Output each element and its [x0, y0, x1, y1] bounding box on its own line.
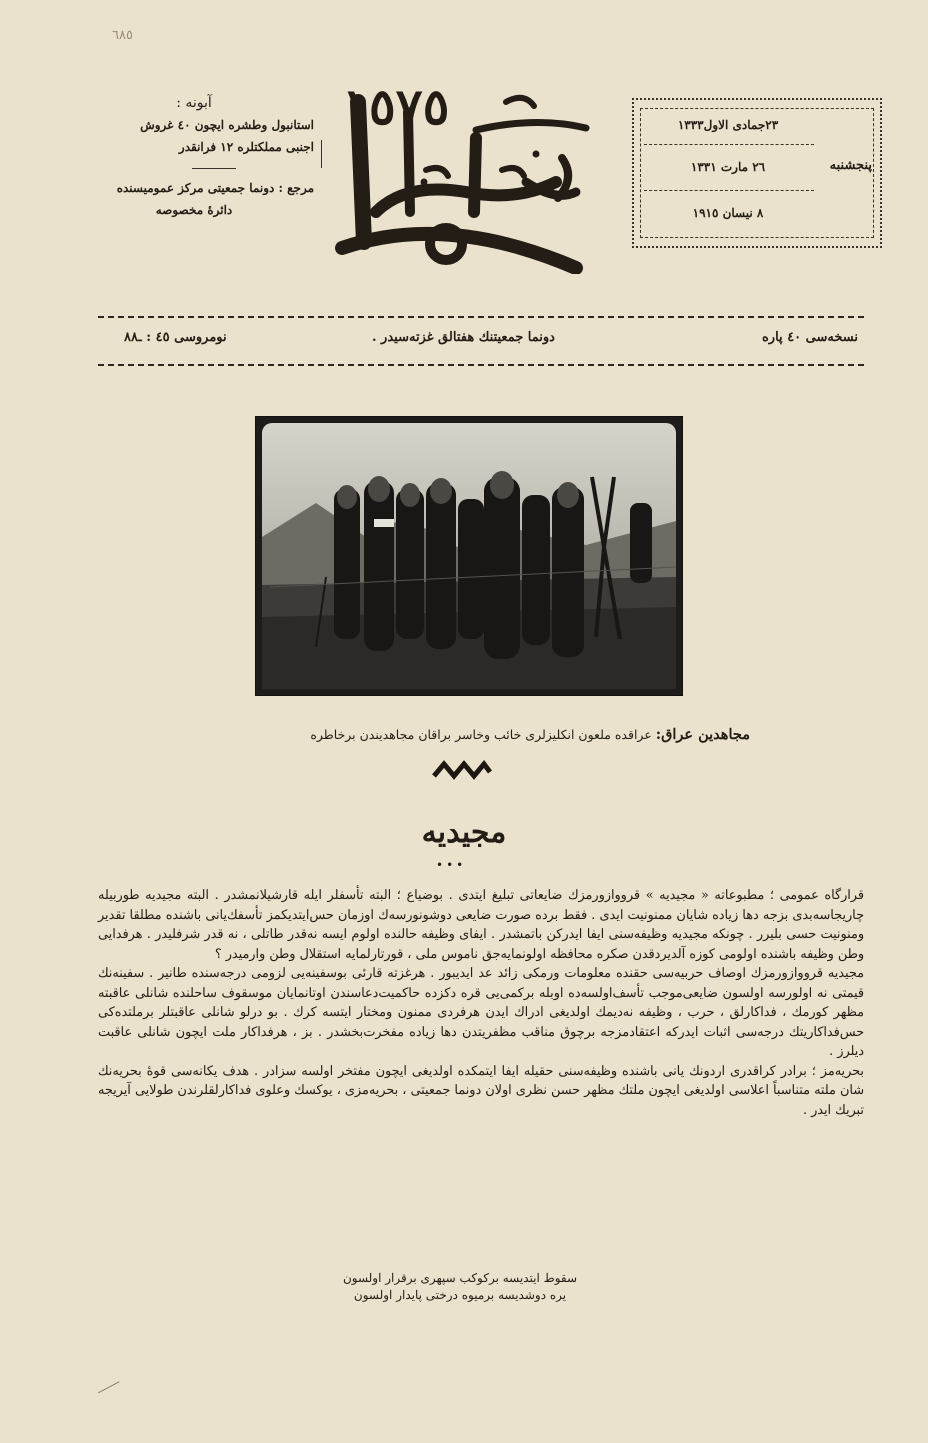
article-body — [98, 886, 864, 1120]
reference-department: دائرهٔ مخصوصه — [155, 203, 233, 217]
photo-caption — [150, 726, 750, 743]
article-paragraph: مجیدیه قرووازورمزك اوصاف حربیه‌سی حقنده معلومات ورمکی زائد عد ایدیبور . هرغزته قارئی بوسفینه‌یی لزومی درجه‌سنده طانیر . سفینه‌نك قیمتی نه اولورسه اولسون ضایعی‌موجب تأسف‌اولسه‌ده اوبله برکمی‌یی قره دکزده حاکمیت‌دعاسندن اوتانمایان موسقوف ساحلنده شانلی عاقبته مظهر کورمك ، فداکارلق ، حرب ، وظیفه نه‌دیمك اولدیغی ادراك ایدن هرفردی ممنون ومختار ایتسه کرك . بو درلو شانلی عاقبتلر برملتده‌کی حس‌فداکاریتك درجه‌سی اثبات ایدرکه اعتقادمزجه برچوق مناقب مظفریتدن دها زیاده مفخرت‌بخشدر . بز ، هرفداکار ملت ایچون شانلی عاقبت دیلرز . — [98, 966, 864, 1059]
divider — [644, 144, 814, 145]
tagline: دونما جمعیتنك هفتالق غزته‌سیدر . — [372, 330, 555, 345]
article-paragraph: قرارگاه عمومی ؛ مطبوعاته « مجیدیه » قرووازورمزك ضایعاتی تبلیغ ایتدی . بوضیاع ؛ البته تأسفلر ایله قارشیلانمشدر . البته مجیدیه طوربیله چاریجاسه‌بدی بزجه دها زیاده شایان ممنونیت ایدی . فقط برده صورت ضایعی دوشونورسه‌ك اوزمان حس‌ایتدیکمز تأسفك‌یانی باشنده مطلقا تقدیر ومنونیت حسی بلیرر . چونکه مجیدیه وظیفه‌سنی ایفا ایدرکن باتمشدر . ایفای وظیفه حالنده اولوم ایسه نه‌قدر طاتلی ، نه قدر شرفلیدر . هرفدایی وطن وظیفه باشنده اولومی کوزه آلدیردقدن صکره محافظه اولونمایه‌جق ناموس ملی ، قورتارلمایه استقلال وطن وارمیدر ؟ — [98, 888, 864, 962]
photograph-mujahideen — [255, 416, 683, 696]
subscription-block — [114, 92, 314, 221]
reference-address: مرجع : دونما جمعیتی مرکز عمومیسنده — [116, 181, 314, 195]
divider — [192, 168, 236, 169]
gregorian-date: ٨ نیسان ١٩١٥ — [692, 206, 764, 220]
divider — [644, 190, 814, 191]
caption-text: عراقده ملعون انکلیزلری خائب وخاسر براقان مجاهدیندن برخاطره — [310, 727, 652, 742]
weekday: پنجشنبه — [829, 158, 872, 173]
subscription-domestic-rate: استانبول وطشره ايچون ٤٠ غروش — [140, 118, 314, 132]
page-number: ٦٨٥ — [112, 28, 133, 43]
subscription-title: آبونه : — [176, 95, 212, 111]
pencil-mark — [98, 1381, 126, 1406]
hijri-date: ٢٣جمادی الاول١٣٣٣ — [677, 118, 779, 132]
divider — [321, 140, 322, 168]
issue-price: نسخه‌سی ٤٠ پاره — [761, 330, 858, 345]
closing-couplet — [340, 1270, 580, 1304]
dashed-rule-top — [98, 316, 864, 318]
couplet-line: یره دوشدیسه برمیوه درختی پایدار اولسون — [353, 1288, 567, 1302]
title-dots: ••• — [436, 858, 467, 872]
svg-text:١٥٧٥: ١٥٧٥ — [342, 77, 450, 136]
dashed-rule-bottom — [98, 364, 864, 366]
caption-label: مجاهدین عراق: — [655, 726, 750, 743]
issue-info-bar — [104, 330, 858, 354]
couplet-line: سقوط ایتدیسه برکوکب سپهری برقرار اولسون — [342, 1271, 578, 1285]
date-box — [632, 98, 882, 248]
masthead-logo — [326, 62, 608, 274]
zigzag-ornament-icon — [432, 758, 492, 786]
article-title: مجیدیه — [421, 815, 507, 850]
subscription-foreign-rate: اجنبی مملکتلره ١٢ فرانقدر — [178, 140, 314, 154]
article-paragraph: بحریه‌مز ؛ برادر کراقدری اردونك یانی باشنده وظیفه‌سنی حقیله ایفا ایتمکده اولدیغی ایچون مفتخر اولسه سزادر . هدف یکانه‌سی قوهٔ بحریه‌نك شان ملته متناسباً اعلاسی اولدیغی ایچون ملتك مظهر حسن نظری اولان دونما جمعیتی ، بحریه‌مزی ، یوکسك وعلوی فداکارلقلرندن طولایی آیریجه تبریك ایدر . — [98, 1063, 864, 1118]
issue-number: نومرو‌سی ٤٥ : ـ٨٨ — [124, 330, 227, 345]
rumi-date: ٢٦ مارت ١٣٣١ — [690, 160, 766, 174]
